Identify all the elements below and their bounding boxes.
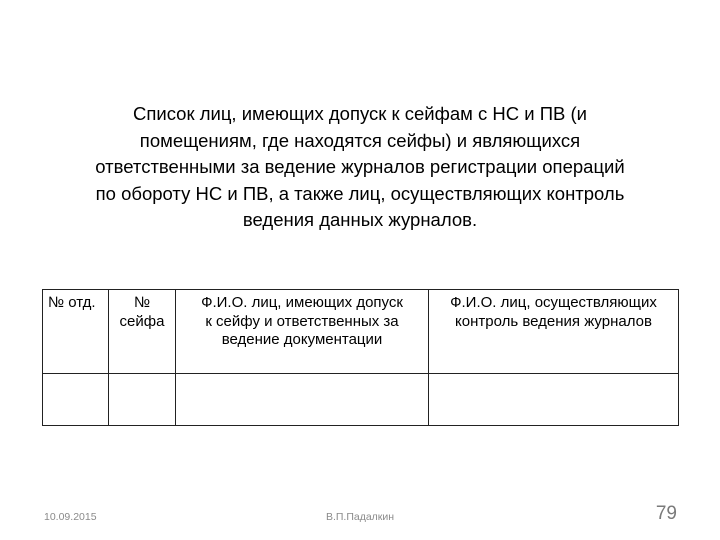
title-line: ведения данных журналов.: [242, 209, 478, 230]
header-line: сейфа: [119, 312, 165, 330]
page-number: 79: [655, 503, 677, 524]
header-line: Ф.И.О. лиц, осуществляющих: [450, 294, 657, 311]
header-line: к сейфу и ответственных за: [205, 312, 399, 330]
title-line: по обороту НС и ПВ, а также лиц, осуществляющих контроль: [95, 182, 625, 204]
footer-date: 10.09.2015: [44, 511, 97, 523]
header-line: контроль ведения журналов: [455, 312, 652, 330]
header-responsible-persons: [176, 290, 429, 374]
table-cell: [176, 374, 429, 426]
title-line: Список лиц, имеющих допуск к сейфам с НС и ПВ (и: [133, 103, 587, 124]
header-dept-number: [43, 290, 109, 374]
footer-author: В.П.Падалкин: [325, 511, 395, 523]
slide-title: [40, 101, 680, 234]
header-control-persons: [429, 290, 679, 374]
header-line: Ф.И.О. лиц, имеющих допуск: [201, 294, 403, 311]
title-line: помещениям, где находятся сейфы) и являющихся: [139, 129, 581, 151]
table-cell: [43, 374, 109, 426]
table-row: [43, 374, 679, 426]
header-line: №: [133, 294, 151, 311]
title-line: ответственными за ведение журналов регистрации операций: [95, 156, 625, 177]
table-cell: [429, 374, 679, 426]
table-cell: [109, 374, 176, 426]
safe-access-table: [42, 289, 679, 426]
table-header-row: [43, 290, 679, 374]
header-line: ведение документации: [221, 331, 383, 348]
header-safe-number: [109, 290, 176, 374]
header-line: № отд.: [48, 294, 96, 311]
